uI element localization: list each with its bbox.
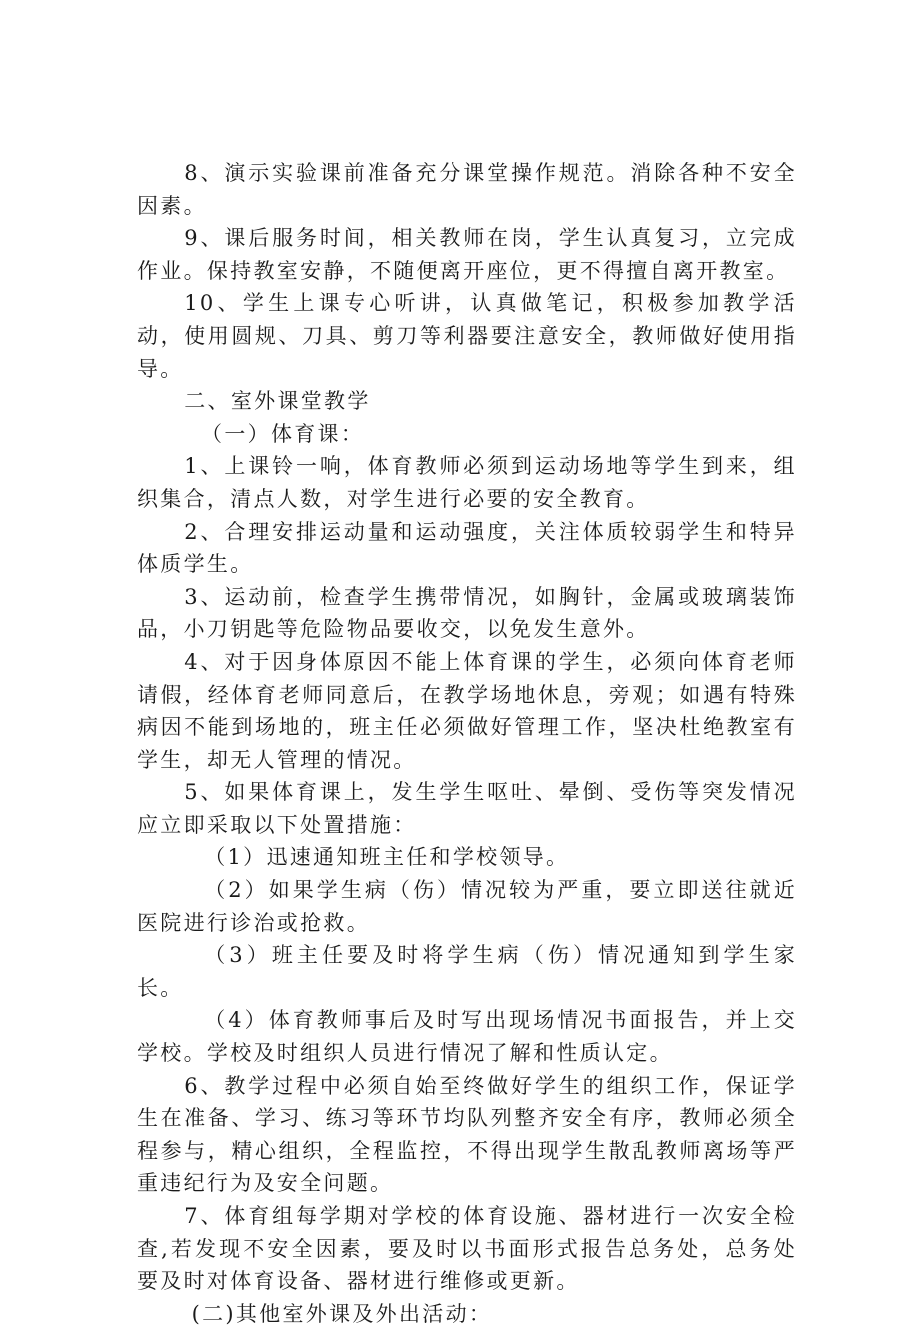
subsection-heading-other-outdoor: (二)其他室外课及外出活动： — [191, 1301, 493, 1326]
paragraph-item-9: 9、课后服务时间，相关教师在岗，学生认真复习，立完成作业。保持教室安静，不随便离开座位，更不得擅自离开教室。 — [137, 226, 797, 283]
pe-rule-1: 1、上课铃一响，体育教师必须到运动场地等学生到来，组织集合，清点人数，对学生进行必要的安全教育。 — [137, 454, 797, 511]
pe-rule-4: 4、对于因身体原因不能上体育课的学生，必须向体育老师请假，经体育老师同意后，在教学场地休息，旁观；如遇有特殊病因不能到场地的，班主任必须做好管理工作，坚决杜绝教室有学生，却无人管理的情况。 — [137, 649, 797, 772]
document-body — [137, 157, 797, 1330]
subsection-heading-pe: （一）体育课： — [201, 421, 365, 446]
pe-rule-6: 6、教学过程中必须自始至终做好学生的组织工作，保证学生在准备、学习、练习等环节均队列整齐安全有序，教师必须全程参与，精心组织，全程监控，不得出现学生散乱教师离场等严重违纪行为及安全问题。 — [137, 1073, 797, 1196]
section-heading-outdoor-teaching: 二、室外课堂教学 — [184, 389, 371, 414]
pe-rule-5-step-3: （3）班主任要及时将学生病（伤）情况通知到学生家长。 — [137, 943, 797, 1000]
paragraph-item-10: 10、学生上课专心听讲，认真做笔记，积极参加教学活动，使用圆规、刀具、剪刀等利器要注意安全，教师做好使用指导。 — [137, 291, 797, 381]
pe-rule-2: 2、合理安排运动量和运动强度，关注体质较弱学生和特异体质学生。 — [137, 519, 797, 577]
pe-rule-5-step-1: （1）迅速通知班主任和学校领导。 — [204, 845, 570, 870]
pe-rule-5: 5、如果体育课上，发生学生呕吐、晕倒、受伤等突发情况应立即采取以下处置措施： — [137, 780, 797, 837]
pe-rule-5-step-4: （4）体育教师事后及时写出现场情况书面报告，并上交学校。学校及时组织人员进行情况了解和性质认定。 — [137, 1008, 797, 1066]
pe-rule-7: 7、体育组每学期对学校的体育设施、器材进行一次安全检查,若发现不安全因素，要及时以书面形式报告总务处，总务处要及时对体育设备、器材进行维修或更新。 — [137, 1204, 797, 1294]
pe-rule-3: 3、运动前，检查学生携带情况，如胸针，金属或玻璃装饰品，小刀钥匙等危险物品要收交，以免发生意外。 — [137, 584, 797, 642]
pe-rule-5-step-2: （2）如果学生病（伤）情况较为严重，要立即送往就近医院进行诊治或抢救。 — [137, 878, 797, 935]
paragraph-item-8: 8、演示实验课前准备充分课堂操作规范。消除各种不安全因素。 — [137, 161, 797, 218]
